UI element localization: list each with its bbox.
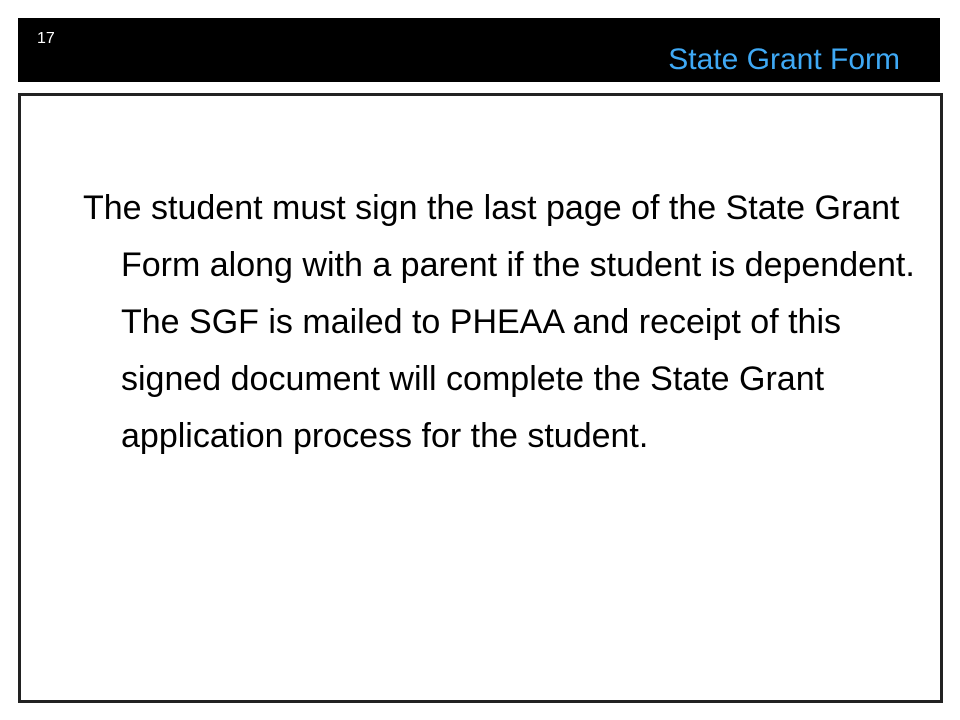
body-paragraph: The student must sign the last page of the State Grant Form along with a parent if the student is dependent. The SGF is mailed to PHEAA and receipt of this signed document will complete the State Grant application process for the student. xyxy=(83,189,915,455)
content-box xyxy=(18,93,943,703)
slide-number: 17 xyxy=(37,30,55,47)
header-bar xyxy=(18,18,940,82)
slide-title: State Grant Form xyxy=(668,43,900,76)
